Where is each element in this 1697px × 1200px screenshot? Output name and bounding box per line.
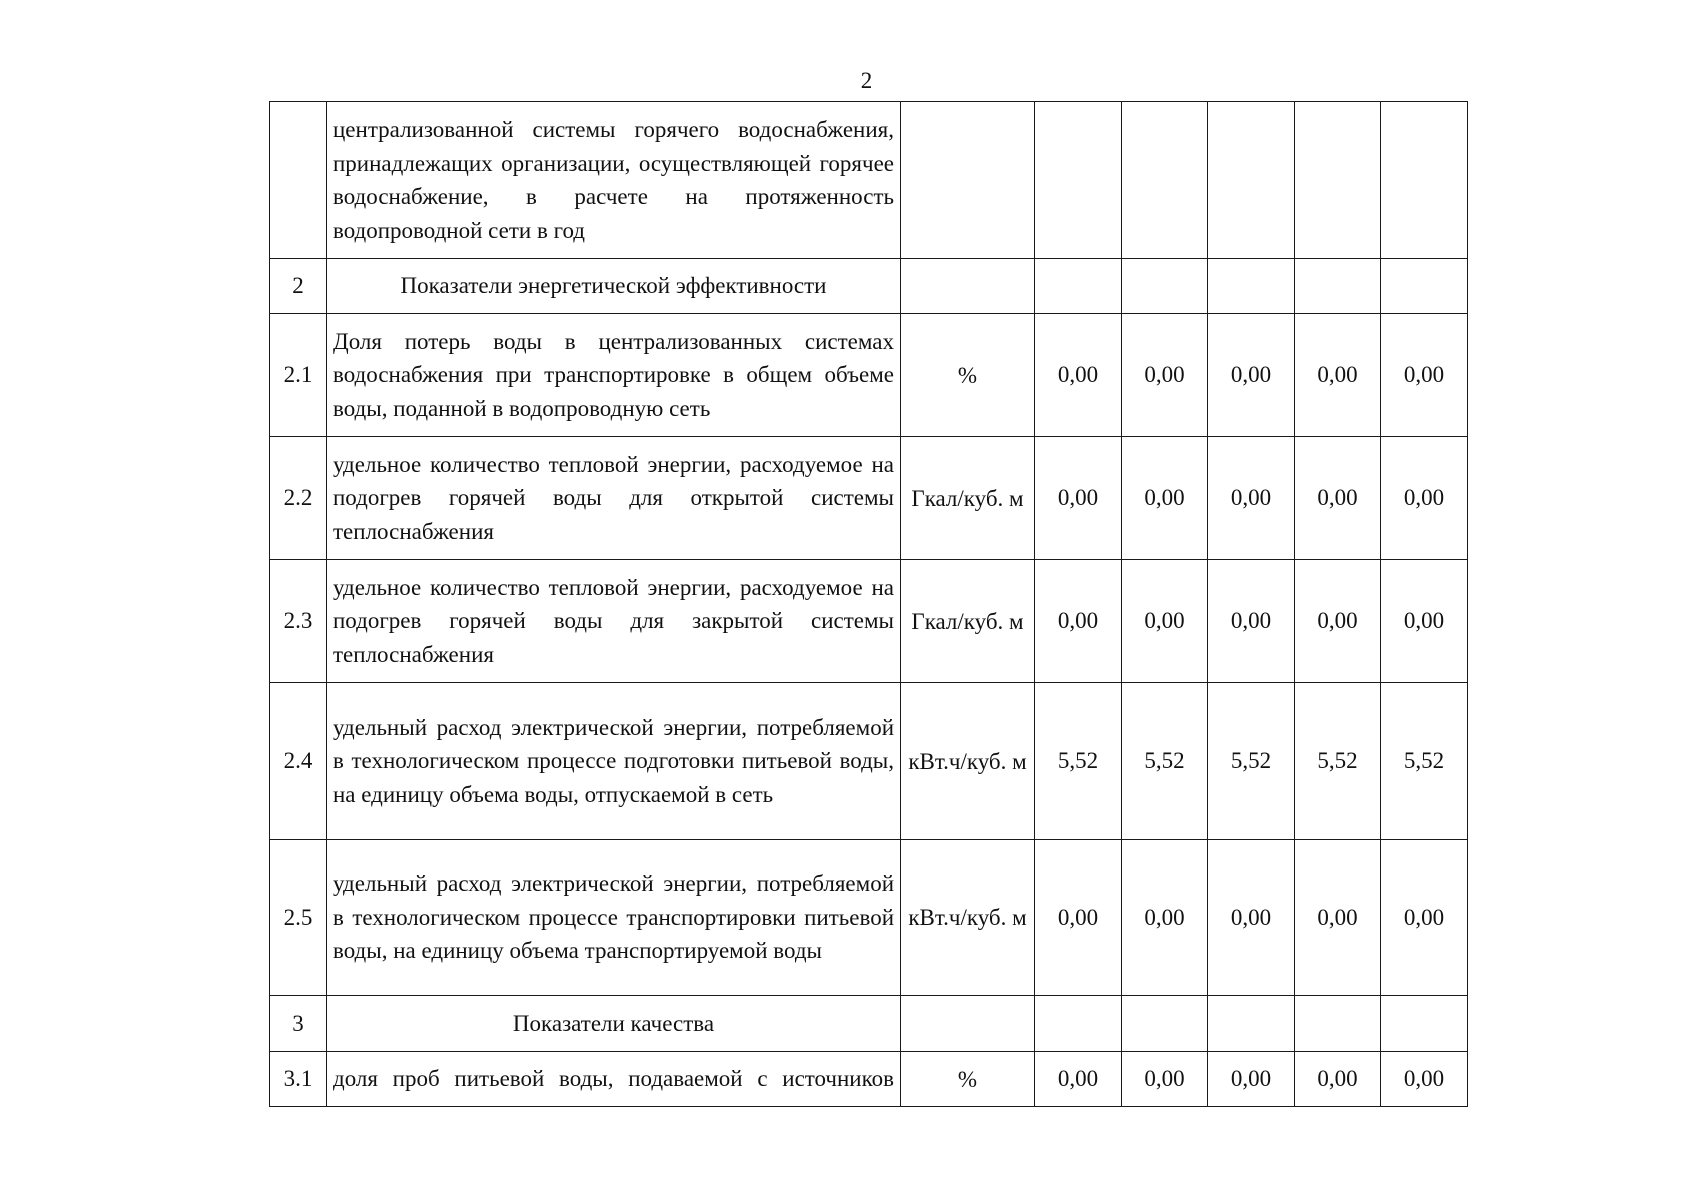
value-cell: [1035, 996, 1122, 1052]
value-cell: 0,00: [1122, 560, 1208, 683]
value-cell: [1295, 102, 1381, 259]
value-cell: [1208, 102, 1295, 259]
unit-cell: Гкал/куб. м: [901, 437, 1035, 560]
value-cell: 0,00: [1035, 840, 1122, 996]
page-number: 2: [860, 68, 873, 93]
value-cell: [1381, 259, 1468, 314]
section-row: [270, 996, 1468, 1052]
value-cell: 0,00: [1295, 437, 1381, 560]
value-cell: 0,00: [1295, 314, 1381, 437]
value-cell: 0,00: [1035, 314, 1122, 437]
table-row: [270, 437, 1468, 560]
value-cell: 0,00: [1122, 314, 1208, 437]
row-number: 3.1: [270, 1052, 327, 1107]
value-cell: 0,00: [1381, 840, 1468, 996]
unit-cell: %: [901, 1052, 1035, 1107]
value-cell: 5,52: [1208, 683, 1295, 840]
unit-cell: Гкал/куб. м: [901, 560, 1035, 683]
indicator-description: Доля потерь воды в централизованных системах водоснабжения при транспортировке в общем объеме воды, поданной в водопроводную сеть: [327, 314, 901, 437]
value-cell: 0,00: [1295, 1052, 1381, 1107]
section-row: [270, 259, 1468, 314]
value-cell: 0,00: [1208, 314, 1295, 437]
table-row: [270, 102, 1468, 259]
value-cell: 5,52: [1381, 683, 1468, 840]
row-number: 2: [270, 259, 327, 314]
table-row: [270, 840, 1468, 996]
unit-cell: [901, 259, 1035, 314]
value-cell: 5,52: [1122, 683, 1208, 840]
value-cell: [1381, 996, 1468, 1052]
unit-cell: [901, 102, 1035, 259]
row-number: 2.1: [270, 314, 327, 437]
row-number: 2.4: [270, 683, 327, 840]
indicator-description: удельное количество тепловой энергии, расходуемое на подогрев горячей воды для открытой системы теплоснабжения: [327, 437, 901, 560]
value-cell: 0,00: [1035, 560, 1122, 683]
table-row: [270, 683, 1468, 840]
unit-cell: кВт.ч/куб. м: [901, 840, 1035, 996]
unit-cell: %: [901, 314, 1035, 437]
value-cell: 0,00: [1122, 1052, 1208, 1107]
value-cell: 0,00: [1295, 840, 1381, 996]
indicators-table: [269, 101, 1468, 1107]
value-cell: 5,52: [1035, 683, 1122, 840]
indicator-description: централизованной системы горячего водоснабжения, принадлежащих организации, осуществляющей горячее водоснабжение, в расчете на протяженность водопроводной сети в год: [327, 102, 901, 259]
section-title: Показатели энергетической эффективности: [327, 259, 901, 314]
value-cell: [1295, 259, 1381, 314]
value-cell: 0,00: [1208, 560, 1295, 683]
indicator-description: удельный расход электрической энергии, потребляемой в технологическом процессе подготовки питьевой воды, на единицу объема воды, отпускаемой в сеть: [327, 683, 901, 840]
unit-cell: [901, 996, 1035, 1052]
row-number: 2.2: [270, 437, 327, 560]
value-cell: 0,00: [1122, 437, 1208, 560]
row-number: 3: [270, 996, 327, 1052]
value-cell: 0,00: [1208, 1052, 1295, 1107]
value-cell: [1122, 996, 1208, 1052]
value-cell: [1035, 102, 1122, 259]
value-cell: 0,00: [1208, 437, 1295, 560]
table-row: [270, 560, 1468, 683]
row-number: [270, 102, 327, 259]
value-cell: 0,00: [1208, 840, 1295, 996]
value-cell: [1122, 259, 1208, 314]
value-cell: 0,00: [1035, 1052, 1122, 1107]
value-cell: 0,00: [1035, 437, 1122, 560]
indicator-description: удельное количество тепловой энергии, расходуемое на подогрев горячей воды для закрытой системы теплоснабжения: [327, 560, 901, 683]
value-cell: 0,00: [1381, 560, 1468, 683]
value-cell: [1295, 996, 1381, 1052]
indicator-description: доля проб питьевой воды, подаваемой с источников: [327, 1052, 901, 1107]
unit-cell: кВт.ч/куб. м: [901, 683, 1035, 840]
row-number: 2.3: [270, 560, 327, 683]
row-number: 2.5: [270, 840, 327, 996]
section-title: Показатели качества: [327, 996, 901, 1052]
indicator-description: удельный расход электрической энергии, потребляемой в технологическом процессе транспортировки питьевой воды, на единицу объема транспортируемой воды: [327, 840, 901, 996]
table-row: [270, 1052, 1468, 1107]
value-cell: [1381, 102, 1468, 259]
value-cell: 0,00: [1295, 560, 1381, 683]
value-cell: 0,00: [1381, 437, 1468, 560]
table-row: [270, 314, 1468, 437]
value-cell: [1035, 259, 1122, 314]
value-cell: [1208, 996, 1295, 1052]
value-cell: [1208, 259, 1295, 314]
value-cell: 5,52: [1295, 683, 1381, 840]
value-cell: 0,00: [1381, 1052, 1468, 1107]
value-cell: 0,00: [1381, 314, 1468, 437]
value-cell: [1122, 102, 1208, 259]
value-cell: 0,00: [1122, 840, 1208, 996]
